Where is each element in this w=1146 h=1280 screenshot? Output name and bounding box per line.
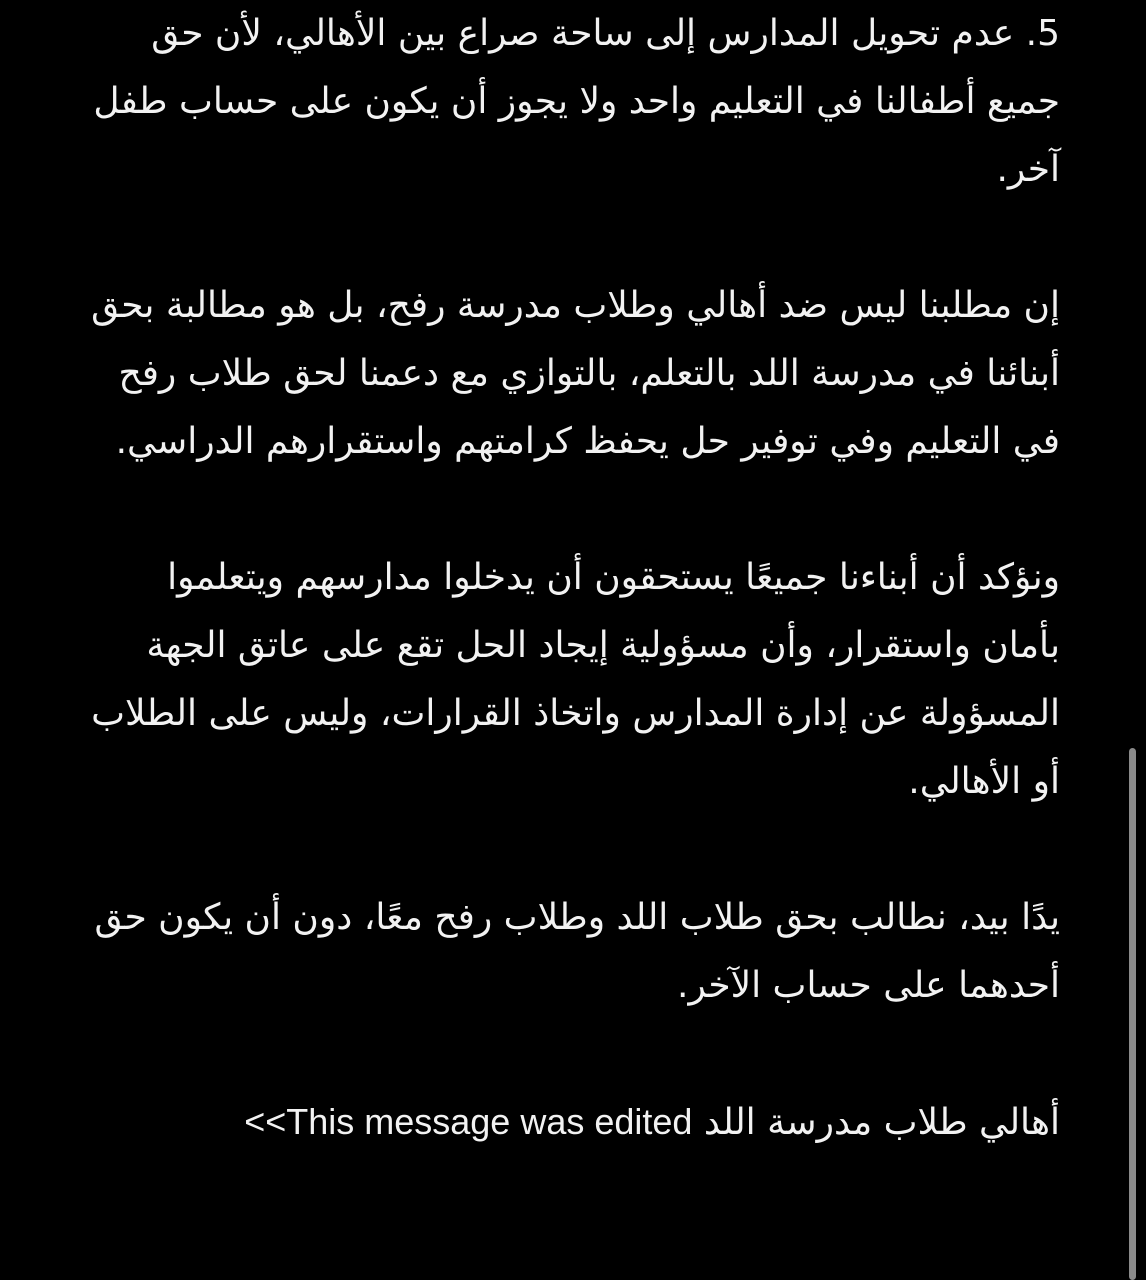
paragraph-gap <box>78 816 1060 884</box>
scrollbar-track[interactable] <box>1124 0 1146 1280</box>
message-item-5: 5. عدم تحويل المدارس إلى ساحة صراع بين الأهالي، لأن حق جميع أطفالنا في التعليم واحد ولا يجوز أن يكون على حساب طفل آخر. <box>93 13 1060 190</box>
message-paragraph-1: إن مطلبنا ليس ضد أهالي وطلاب مدرسة رفح، بل هو مطالبة بحق أبنائنا في مدرسة اللد بالتعلم، بالتوازي مع دعمنا لحق طلاب رفح في التعليم وفي توفير حل يحفظ كرامتهم واستقرارهم الدراسي. <box>91 285 1060 462</box>
message-paragraph-3: يدًا بيد، نطالب بحق طلاب اللد وطلاب رفح معًا، دون أن يكون حق أحدهما على حساب الآخر. <box>94 897 1060 1006</box>
scrollbar-thumb[interactable] <box>1129 748 1136 1280</box>
paragraph-gap <box>78 476 1060 544</box>
message-signature-line <box>78 1088 1060 1157</box>
paragraph-gap <box>78 204 1060 272</box>
signature-text: أهالي طلاب مدرسة اللد <box>703 1102 1060 1143</box>
edited-note: <<This message was edited <box>244 1101 693 1142</box>
message-paragraph-2: ونؤكد أن أبناءنا جميعًا يستحقون أن يدخلوا مدارسهم ويتعلموا بأمان واستقرار، وأن مسؤولية إيجاد الحل تقع على عاتق الجهة المسؤولة عن إدارة المدارس واتخاذ القرارات، وليس على الطلاب أو الأهالي. <box>91 557 1060 802</box>
paragraph-gap <box>78 1020 1060 1088</box>
message-body <box>78 0 1060 1157</box>
